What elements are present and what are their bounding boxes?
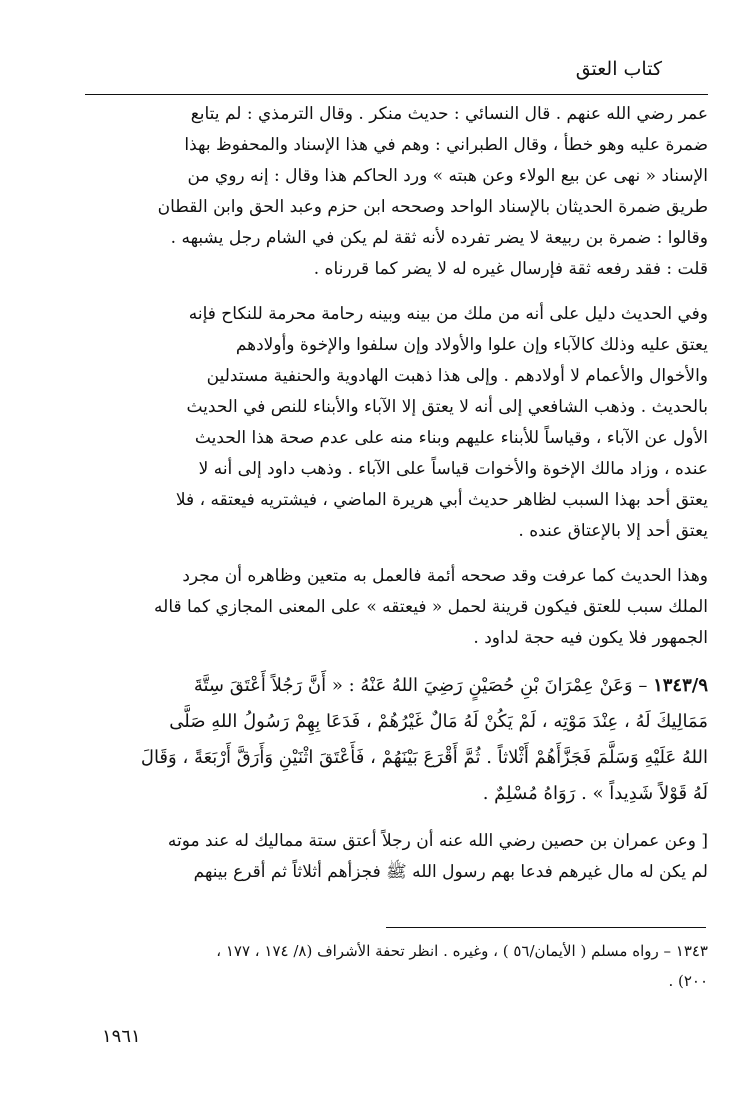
text-line: عنده ، وزاد مالك الإخوة والأخوات قياساً على الآباء . وذهب داود إلى أنه لا	[198, 459, 708, 479]
text-line: الأول عن الآباء ، وقياساً للأبناء عليهم وبناء منه على عدم صحة هذا الحديث	[194, 428, 708, 448]
paragraph-3	[95, 561, 708, 654]
hadith-text	[95, 668, 708, 812]
hadith-line	[95, 668, 708, 704]
paragraph-2	[95, 299, 708, 547]
text-line: يعتق أحد بهذا السبب لظاهر حديث أبي هريرة الماضي ، فيشتريه فيعتقه ، فلا	[175, 490, 708, 510]
hadith-number: ١٣٤٣/٩	[653, 675, 708, 696]
text-line: وقالوا : ضمرة بن ربيعة لا يضر تفرده لأنه ثقة لم يكن في الشام رجل يشبهه .	[170, 228, 708, 248]
text-line: يعتق أحد إلا بالإعتاق عنده .	[518, 521, 708, 541]
text-line: [ وعن عمران بن حصين رضي الله عنه أن رجلاً أعتق ستة مماليك له عند موته	[167, 831, 708, 851]
text-line: الجمهور فلا يكون فيه حجة لداود .	[473, 628, 708, 648]
header-rule	[85, 94, 708, 95]
text-line: وفي الحديث دليل على أنه من ملك من بينه وبينه رحامة محرمة للنكاح فإنه	[188, 304, 708, 324]
text-line: بالحديث . وذهب الشافعي إلى أنه لا يعتق إلا الآباء والأبناء للنص في الحديث	[186, 397, 708, 417]
footnote	[95, 936, 708, 996]
page-number: ١٩٦١	[102, 1026, 141, 1047]
hadith-line: اللهُ عَلَيْهِ وَسَلَّمَ فَجَزَّأَهُمْ أَثْلاثاً . ثُمَّ أَقْرَعَ بَيْنَهُمْ ، فَأَعْتَقَ اثْنَيْنِ وَأَرَقَّ أَرْبَعَةً ، وَقَالَ	[140, 747, 708, 768]
hadith-line: مَمَالِيكَ لَهُ ، عِنْدَ مَوْتِه ، لَمْ يَكُنْ لَهُ مَالٌ غَيْرُهُمْ ، فَدَعَا بِهِمْ رَسُولُ اللهِ صَلَّى	[169, 711, 708, 732]
text-line: يعتق عليه وذلك كالآباء وإن علوا والأولاد وإن سلفوا والإخوة وأولادهم	[235, 335, 708, 355]
paragraph-1	[95, 99, 708, 285]
text-line: عمر رضي الله عنهم . قال النسائي : حديث منكر . وقال الترمذي : لم يتابع	[190, 104, 708, 124]
text-line: الملك سبب للعتق فيكون قرينة لحمل « فيعتقه » على المعنى المجازي كما قاله	[154, 597, 708, 617]
text-line: وهذا الحديث كما عرفت وقد صححه أئمة فالعمل به متعين وظاهره أن مجرد	[182, 566, 708, 586]
footnote-rule	[386, 927, 706, 928]
footnote-line: ١٣٤٣ – رواه مسلم ( الأيمان/٥٦ ) ، وغيره . انظر تحفة الأشراف (٨/ ١٧٤ ، ١٧٧ ،	[216, 942, 708, 960]
text-line: طريق ضمرة الحديثان بالإسناد الواحد وصححه ابن حزم وعبد الحق وابن القطان	[157, 197, 708, 217]
hadith-line-text: – وَعَنْ عِمْرَانَ بْنِ حُصَيْنٍ رَضِيَ اللهُ عَنْهُ : « أَنَّ رَجُلاً أَعْتَقَ سِتَّةَ	[193, 675, 648, 696]
text-line: ضمرة عليه وهو خطأ ، وقال الطبراني : وهم في هذا الإسناد والمحفوظ بهذا	[184, 135, 708, 155]
text-line: الإسناد « نهى عن بيع الولاء وعن هبته » ورد الحاكم هذا وقال : إنه روي من	[187, 166, 708, 186]
text-line: لم يكن له مال غيرهم فدعا بهم رسول الله ﷺ فجزأهم أثلاثاً ثم أقرع بينهم	[193, 862, 708, 882]
paragraph-4	[95, 826, 708, 888]
running-header: كتاب العتق	[575, 58, 662, 80]
text-line: قلت : فقد رفعه ثقة فإرسال غيره له لا يضر كما قررناه .	[313, 259, 708, 279]
hadith-line: لَهُ قَوْلاً شَدِيداً » . رَوَاهُ مُسْلِمٌ .	[482, 783, 708, 804]
footnote-line: ٢٠٠) .	[668, 972, 708, 990]
text-line: والأخوال والأعمام لا أولادهم . وإلى هذا ذهبت الهادوية والحنفية مستدلين	[206, 366, 708, 386]
main-text	[95, 99, 708, 902]
